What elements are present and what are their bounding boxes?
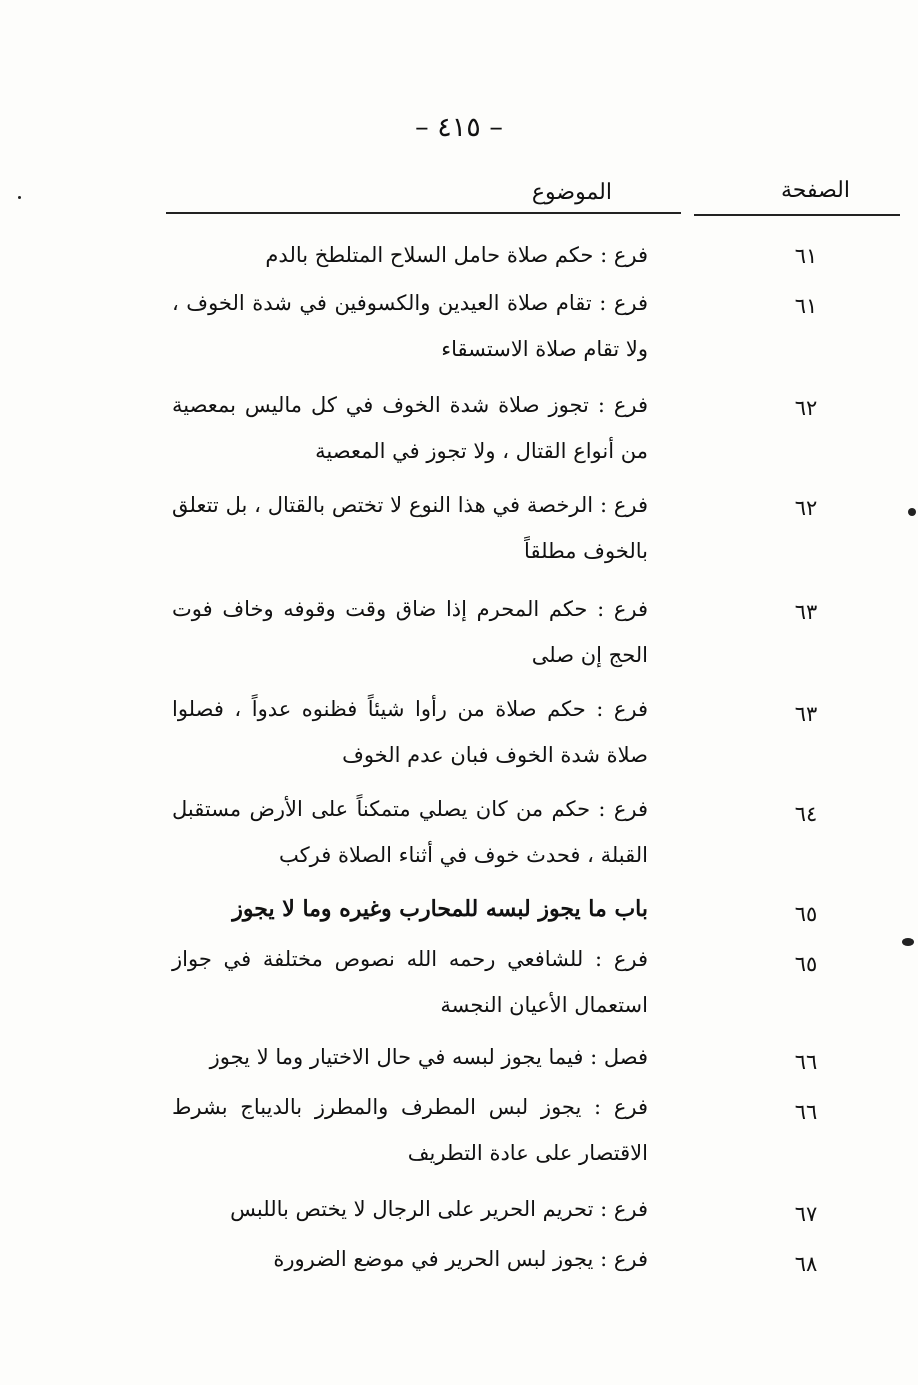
scan-speck xyxy=(18,196,21,199)
page-column-rule xyxy=(694,214,900,216)
scan-speck xyxy=(902,938,914,946)
entry-text: فصل : فيما يجوز لبسه في حال الاختيار وما لا يجوز xyxy=(209,1045,648,1069)
entry-page-number: ٦١ xyxy=(794,294,818,318)
entry-text: فرع : الرخصة في هذا النوع لا تختص بالقتال ، بل تتعلق بالخوف مطلقاً xyxy=(172,493,648,563)
entry-page-number: ٦٧ xyxy=(794,1202,818,1226)
page-column-header: الصفحة xyxy=(780,178,850,203)
entry-page-number: ٦٦ xyxy=(794,1050,818,1074)
section-heading: باب ما يجوز لبسه للمحارب وغيره وما لا يجوز xyxy=(232,896,648,922)
subject-column-rule xyxy=(166,212,681,214)
entry-text: فرع : للشافعي رحمه الله نصوص مختلفة في جواز استعمال الأعيان النجسة xyxy=(172,947,648,1017)
entry-page-number: ٦٥ xyxy=(794,952,818,976)
entry-page-number: ٦١ xyxy=(794,244,818,268)
entry-page-number: ٦٢ xyxy=(794,496,818,520)
entry-page-number: ٦٦ xyxy=(794,1100,818,1124)
entry-text: فرع : يجوز لبس المطرف والمطرز بالديباج بشرط الاقتصار على عادة التطريف xyxy=(172,1095,648,1165)
entry-page-number: ٦٣ xyxy=(794,702,818,726)
scan-speck xyxy=(908,508,916,516)
entry-text: فرع : حكم من كان يصلي متمكناً على الأرض مستقبل القبلة ، فحدث خوف في أثناء الصلاة فركب xyxy=(172,797,648,867)
entry-text: فرع : حكم صلاة من رأوا شيئاً فظنوه عدواً ، فصلوا صلاة شدة الخوف فبان عدم الخوف xyxy=(172,697,648,767)
entry-text: فرع : حكم صلاة حامل السلاح المتلطخ بالدم xyxy=(265,243,648,267)
page-number: – ٤١٥ – xyxy=(415,112,503,143)
entry-page-number: ٦٨ xyxy=(794,1252,818,1276)
subject-column-header: الموضوع xyxy=(531,180,612,205)
entry-text: فرع : تحريم الحرير على الرجال لا يختص باللبس xyxy=(230,1197,648,1221)
entry-page-number: ٦٤ xyxy=(794,802,818,826)
entry-text: فرع : حكم المحرم إذا ضاق وقت وقوفه وخاف فوت الحج إن صلى xyxy=(172,597,648,667)
entry-page-number: ٦٥ xyxy=(794,902,818,926)
entry-text: فرع : يجوز لبس الحرير في موضع الضرورة xyxy=(273,1247,648,1271)
entry-page-number: ٦٣ xyxy=(794,600,818,624)
entry-text: فرع : تجوز صلاة شدة الخوف في كل ماليس بمعصية من أنواع القتال ، ولا تجوز في المعصية xyxy=(172,393,648,463)
entry-page-number: ٦٢ xyxy=(794,396,818,420)
entry-text: فرع : تقام صلاة العيدين والكسوفين في شدة الخوف ، ولا تقام صلاة الاستسقاء xyxy=(172,291,648,361)
